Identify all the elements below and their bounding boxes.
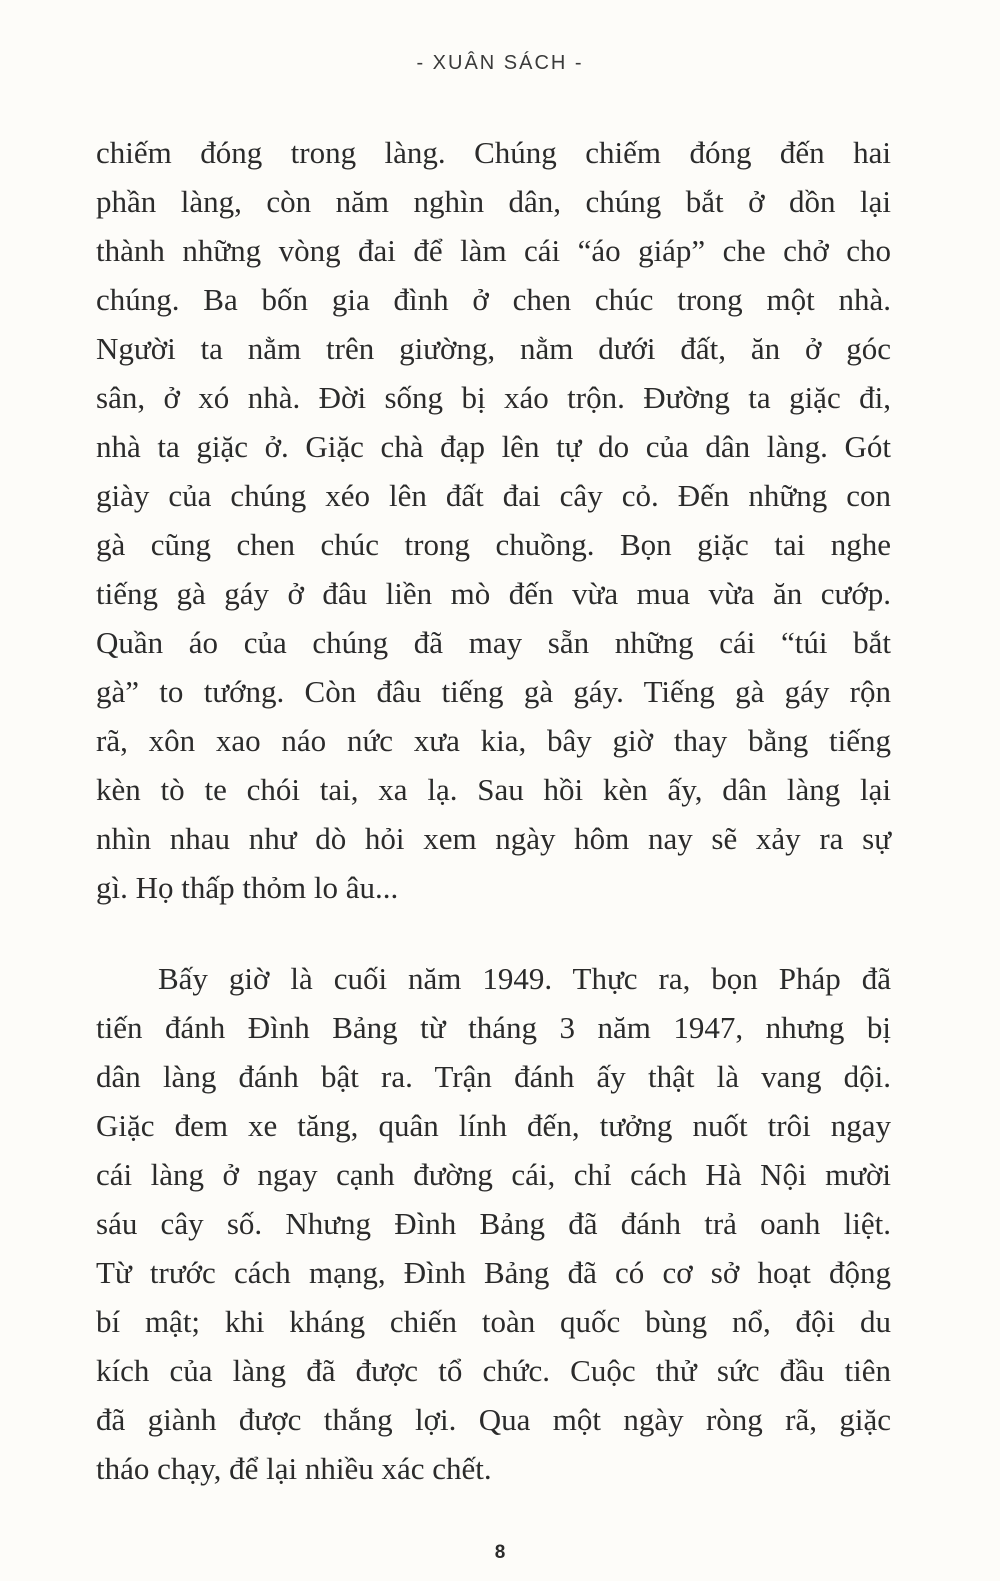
text-line: dân làng đánh bật ra. Trận đánh ấy thật là vang dội. bbox=[96, 1059, 891, 1094]
page-number: 8 bbox=[494, 1542, 506, 1563]
text-line: nhìn nhau như dò hỏi xem ngày hôm nay sẽ xảy ra sự bbox=[96, 821, 891, 856]
text-line: sân, ở xó nhà. Đời sống bị xáo trộn. Đường ta giặc đi, bbox=[96, 380, 891, 415]
text-line: chúng. Ba bốn gia đình ở chen chúc trong một nhà. bbox=[96, 282, 891, 317]
running-header: - XUÂN SÁCH - bbox=[416, 52, 584, 74]
text-line: gà” to tướng. Còn đâu tiếng gà gáy. Tiếng gà gáy rộn bbox=[96, 674, 891, 709]
text-line: Bấy giờ là cuối năm 1949. Thực ra, bọn Pháp đã bbox=[158, 961, 891, 996]
text-line: đã giành được thắng lợi. Qua một ngày ròng rã, giặc bbox=[96, 1402, 891, 1437]
text-line: gì. Họ thấp thỏm lo âu... bbox=[96, 870, 399, 905]
text-line: cái làng ở ngay cạnh đường cái, chỉ cách Hà Nội mười bbox=[96, 1157, 891, 1192]
paragraph-1 bbox=[96, 128, 891, 912]
text-line: kèn tò te chói tai, xa lạ. Sau hồi kèn ấy, dân làng lại bbox=[96, 772, 891, 807]
text-line: Giặc đem xe tăng, quân lính đến, tưởng nuốt trôi ngay bbox=[96, 1108, 891, 1143]
text-line: bí mật; khi kháng chiến toàn quốc bùng nổ, đội du bbox=[96, 1304, 891, 1339]
body-text bbox=[96, 128, 891, 1493]
text-line: phần làng, còn năm nghìn dân, chúng bắt ở dồn lại bbox=[96, 184, 891, 219]
text-line: rã, xôn xao náo nức xưa kia, bây giờ thay bằng tiếng bbox=[96, 723, 891, 758]
text-line: kích của làng đã được tổ chức. Cuộc thử sức đầu tiên bbox=[96, 1353, 891, 1388]
text-line: gà cũng chen chúc trong chuồng. Bọn giặc tai nghe bbox=[96, 527, 891, 562]
text-line: giày của chúng xéo lên đất đai cây cỏ. Đến những con bbox=[96, 478, 891, 513]
text-line: nhà ta giặc ở. Giặc chà đạp lên tự do của dân làng. Gót bbox=[96, 429, 891, 464]
text-line: chiếm đóng trong làng. Chúng chiếm đóng đến hai bbox=[96, 135, 891, 170]
text-line: tiếng gà gáy ở đâu liền mò đến vừa mua vừa ăn cướp. bbox=[96, 576, 891, 611]
paragraph-2 bbox=[96, 954, 891, 1493]
text-line: Người ta nằm trên giường, nằm dưới đất, ăn ở góc bbox=[96, 331, 891, 366]
text-line: Quần áo của chúng đã may sẵn những cái “túi bắt bbox=[96, 625, 891, 660]
paragraph-gap bbox=[96, 912, 891, 954]
text-line: Từ trước cách mạng, Đình Bảng đã có cơ sở hoạt động bbox=[96, 1255, 891, 1290]
text-line: sáu cây số. Nhưng Đình Bảng đã đánh trả oanh liệt. bbox=[96, 1206, 891, 1241]
text-line: tiến đánh Đình Bảng từ tháng 3 năm 1947, nhưng bị bbox=[96, 1010, 891, 1045]
text-line: thành những vòng đai để làm cái “áo giáp” che chở cho bbox=[96, 233, 891, 268]
text-line: tháo chạy, để lại nhiều xác chết. bbox=[96, 1451, 492, 1486]
